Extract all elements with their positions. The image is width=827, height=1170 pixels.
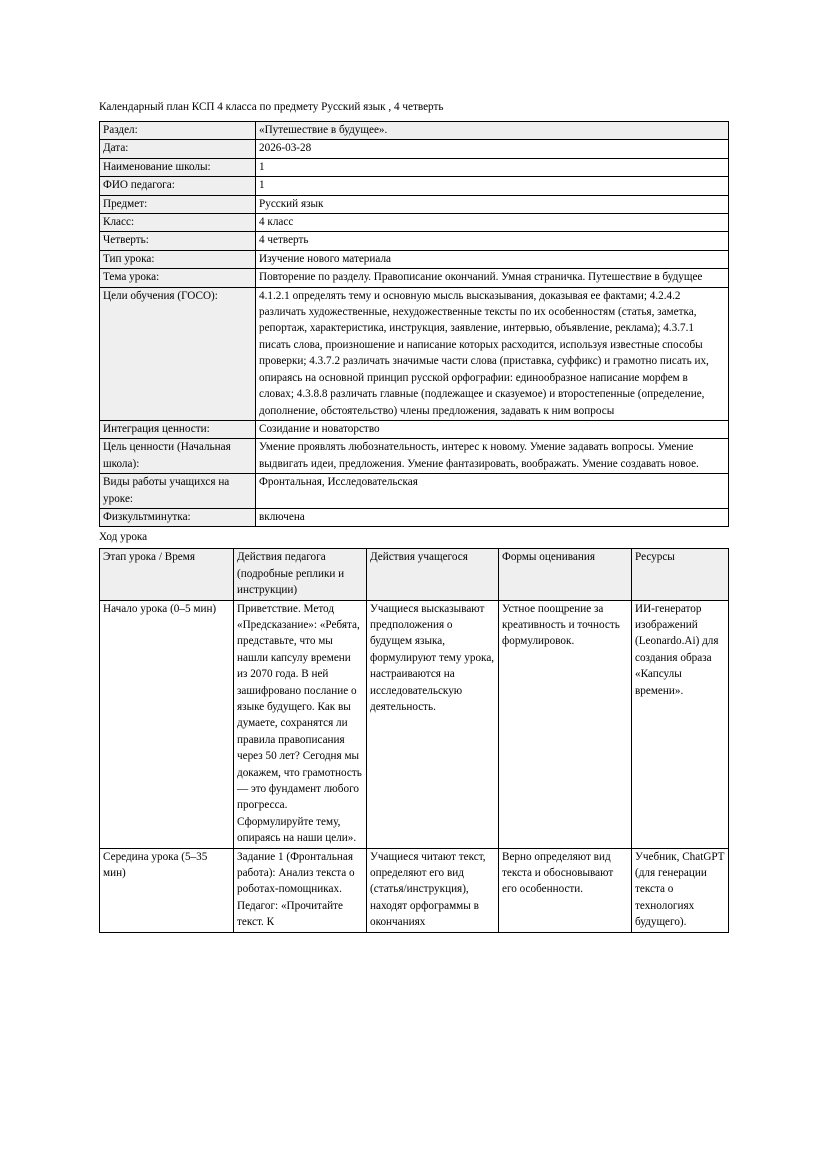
- info-row-value: 4.1.2.1 определять тему и основную мысль высказывания, доказывая ее фактами; 4.2.4.2 различать художественные, нехудожественные тексты по их особенностям (статья, заметка, репортаж, характеристика, инструкция, заявление, интервью, объявление, реклама); 4.3.7.1 писать слова, произношение и написание которых расходится, используя известные способы проверки; 4.3.7.2 различать значимые части слова (приставка, суффикс) и грамотно писать их, опираясь на основной принцип русской орфографии: единообразное написание морфем в словах; 4.3.8.8 различать главные (подлежащее и сказуемое) и второстепенные (определение, дополнение, обстоятельство) члены предложения, задавать к ним вопросы: [256, 287, 729, 420]
- lesson-info-body: [100, 122, 729, 527]
- info-row-label: ФИО педагога:: [100, 177, 256, 195]
- cell-assessment: Верно определяют вид текста и обосновывают его особенности.: [499, 848, 632, 932]
- info-row-label: Тип урока:: [100, 250, 256, 268]
- cell-teacher-actions: Задание 1 (Фронтальная работа): Анализ текста о роботах-помощниках. Педагог: «Прочитайте текст. К: [234, 848, 367, 932]
- cell-stage: Начало урока (0–5 мин): [100, 600, 234, 848]
- info-row-label: Цель ценности (Начальная школа):: [100, 439, 256, 474]
- info-row-value: 4 четверть: [256, 232, 729, 250]
- info-row-label: Раздел:: [100, 122, 256, 140]
- table-header-row: [100, 549, 729, 600]
- info-row-value: 1: [256, 177, 729, 195]
- table-row: [100, 474, 729, 509]
- cell-stage: Середина урока (5–35 мин): [100, 848, 234, 932]
- cell-student-actions: Учащиеся читают текст, определяют его вид (статья/инструкция), находят орфограммы в окончаниях: [367, 848, 499, 932]
- table-row: [100, 848, 729, 932]
- table-row: [100, 287, 729, 420]
- info-row-value: 2026-03-28: [256, 140, 729, 158]
- table-row: [100, 158, 729, 176]
- info-row-value: Изучение нового материала: [256, 250, 729, 268]
- cell-student-actions: Учащиеся высказывают предположения о будущем языка, формулируют тему урока, настраиваются на исследовательскую деятельность.: [367, 600, 499, 848]
- info-row-value: Русский язык: [256, 195, 729, 213]
- lesson-info-table: [99, 121, 729, 527]
- info-row-value: Повторение по разделу. Правописание окончаний. Умная страничка. Путешествие в будущее: [256, 269, 729, 287]
- info-row-label: Класс:: [100, 214, 256, 232]
- table-row: [100, 420, 729, 438]
- column-header-resources: Ресурсы: [632, 549, 729, 600]
- info-row-value: «Путешествие в будущее».: [256, 122, 729, 140]
- info-row-value: Фронтальная, Исследовательская: [256, 474, 729, 509]
- info-row-label: Цели обучения (ГОСО):: [100, 287, 256, 420]
- table-row: [100, 439, 729, 474]
- table-row: [100, 122, 729, 140]
- info-row-label: Предмет:: [100, 195, 256, 213]
- info-row-value: включена: [256, 508, 729, 526]
- column-header-stage: Этап урока / Время: [100, 549, 234, 600]
- cell-resources: ИИ-генератор изображений (Leonardo.Ai) для создания образа «Капсулы времени».: [632, 600, 729, 848]
- document-content: [99, 99, 728, 933]
- cell-teacher-actions: Приветствие. Метод «Предсказание»: «Ребята, представьте, что мы нашли капсулу времени из 2070 года. В ней зашифровано послание о языке будущего. Как вы думаете, сохранятся ли правила правописания через 50 лет? Сегодня мы докажем, что грамотность — это фундамент любого прогресса. Сформулируйте тему, опираясь на наши цели».: [234, 600, 367, 848]
- table-row: [100, 232, 729, 250]
- table-row: [100, 195, 729, 213]
- info-row-label: Виды работы учащихся на уроке:: [100, 474, 256, 509]
- info-row-label: Интеграция ценности:: [100, 420, 256, 438]
- cell-assessment: Устное поощрение за креативность и точность формулировок.: [499, 600, 632, 848]
- info-row-value: Созидание и новаторство: [256, 420, 729, 438]
- table-row: [100, 600, 729, 848]
- table-row: [100, 250, 729, 268]
- info-row-label: Тема урока:: [100, 269, 256, 287]
- table-row: [100, 140, 729, 158]
- table-row: [100, 214, 729, 232]
- info-row-value: 4 класс: [256, 214, 729, 232]
- info-row-label: Четверть:: [100, 232, 256, 250]
- table-row: [100, 177, 729, 195]
- lesson-flow-body: [100, 600, 729, 932]
- page-title: Календарный план КСП 4 класса по предмету Русский язык , 4 четверть: [99, 101, 444, 113]
- column-header-assessment: Формы оценивания: [499, 549, 632, 600]
- lesson-flow-table: [99, 548, 729, 932]
- cell-resources: Учебник, ChatGPT (для генерации текста о технологиях будущего).: [632, 848, 729, 932]
- info-row-label: Физкультминутка:: [100, 508, 256, 526]
- info-row-label: Дата:: [100, 140, 256, 158]
- lesson-flow-header: [100, 549, 729, 600]
- info-row-value: 1: [256, 158, 729, 176]
- table-row: [100, 269, 729, 287]
- lesson-flow-heading: Ход урока: [99, 531, 148, 544]
- table-row: [100, 508, 729, 526]
- info-row-label: Наименование школы:: [100, 158, 256, 176]
- info-row-value: Умение проявлять любознательность, интерес к новому. Умение задавать вопросы. Умение выдвигать идеи, предложения. Умение фантазировать, воображать. Умение создавать новое.: [256, 439, 729, 474]
- column-header-teacher-actions: Действия педагога (подробные реплики и инструкции): [234, 549, 367, 600]
- column-header-student-actions: Действия учащегося: [367, 549, 499, 600]
